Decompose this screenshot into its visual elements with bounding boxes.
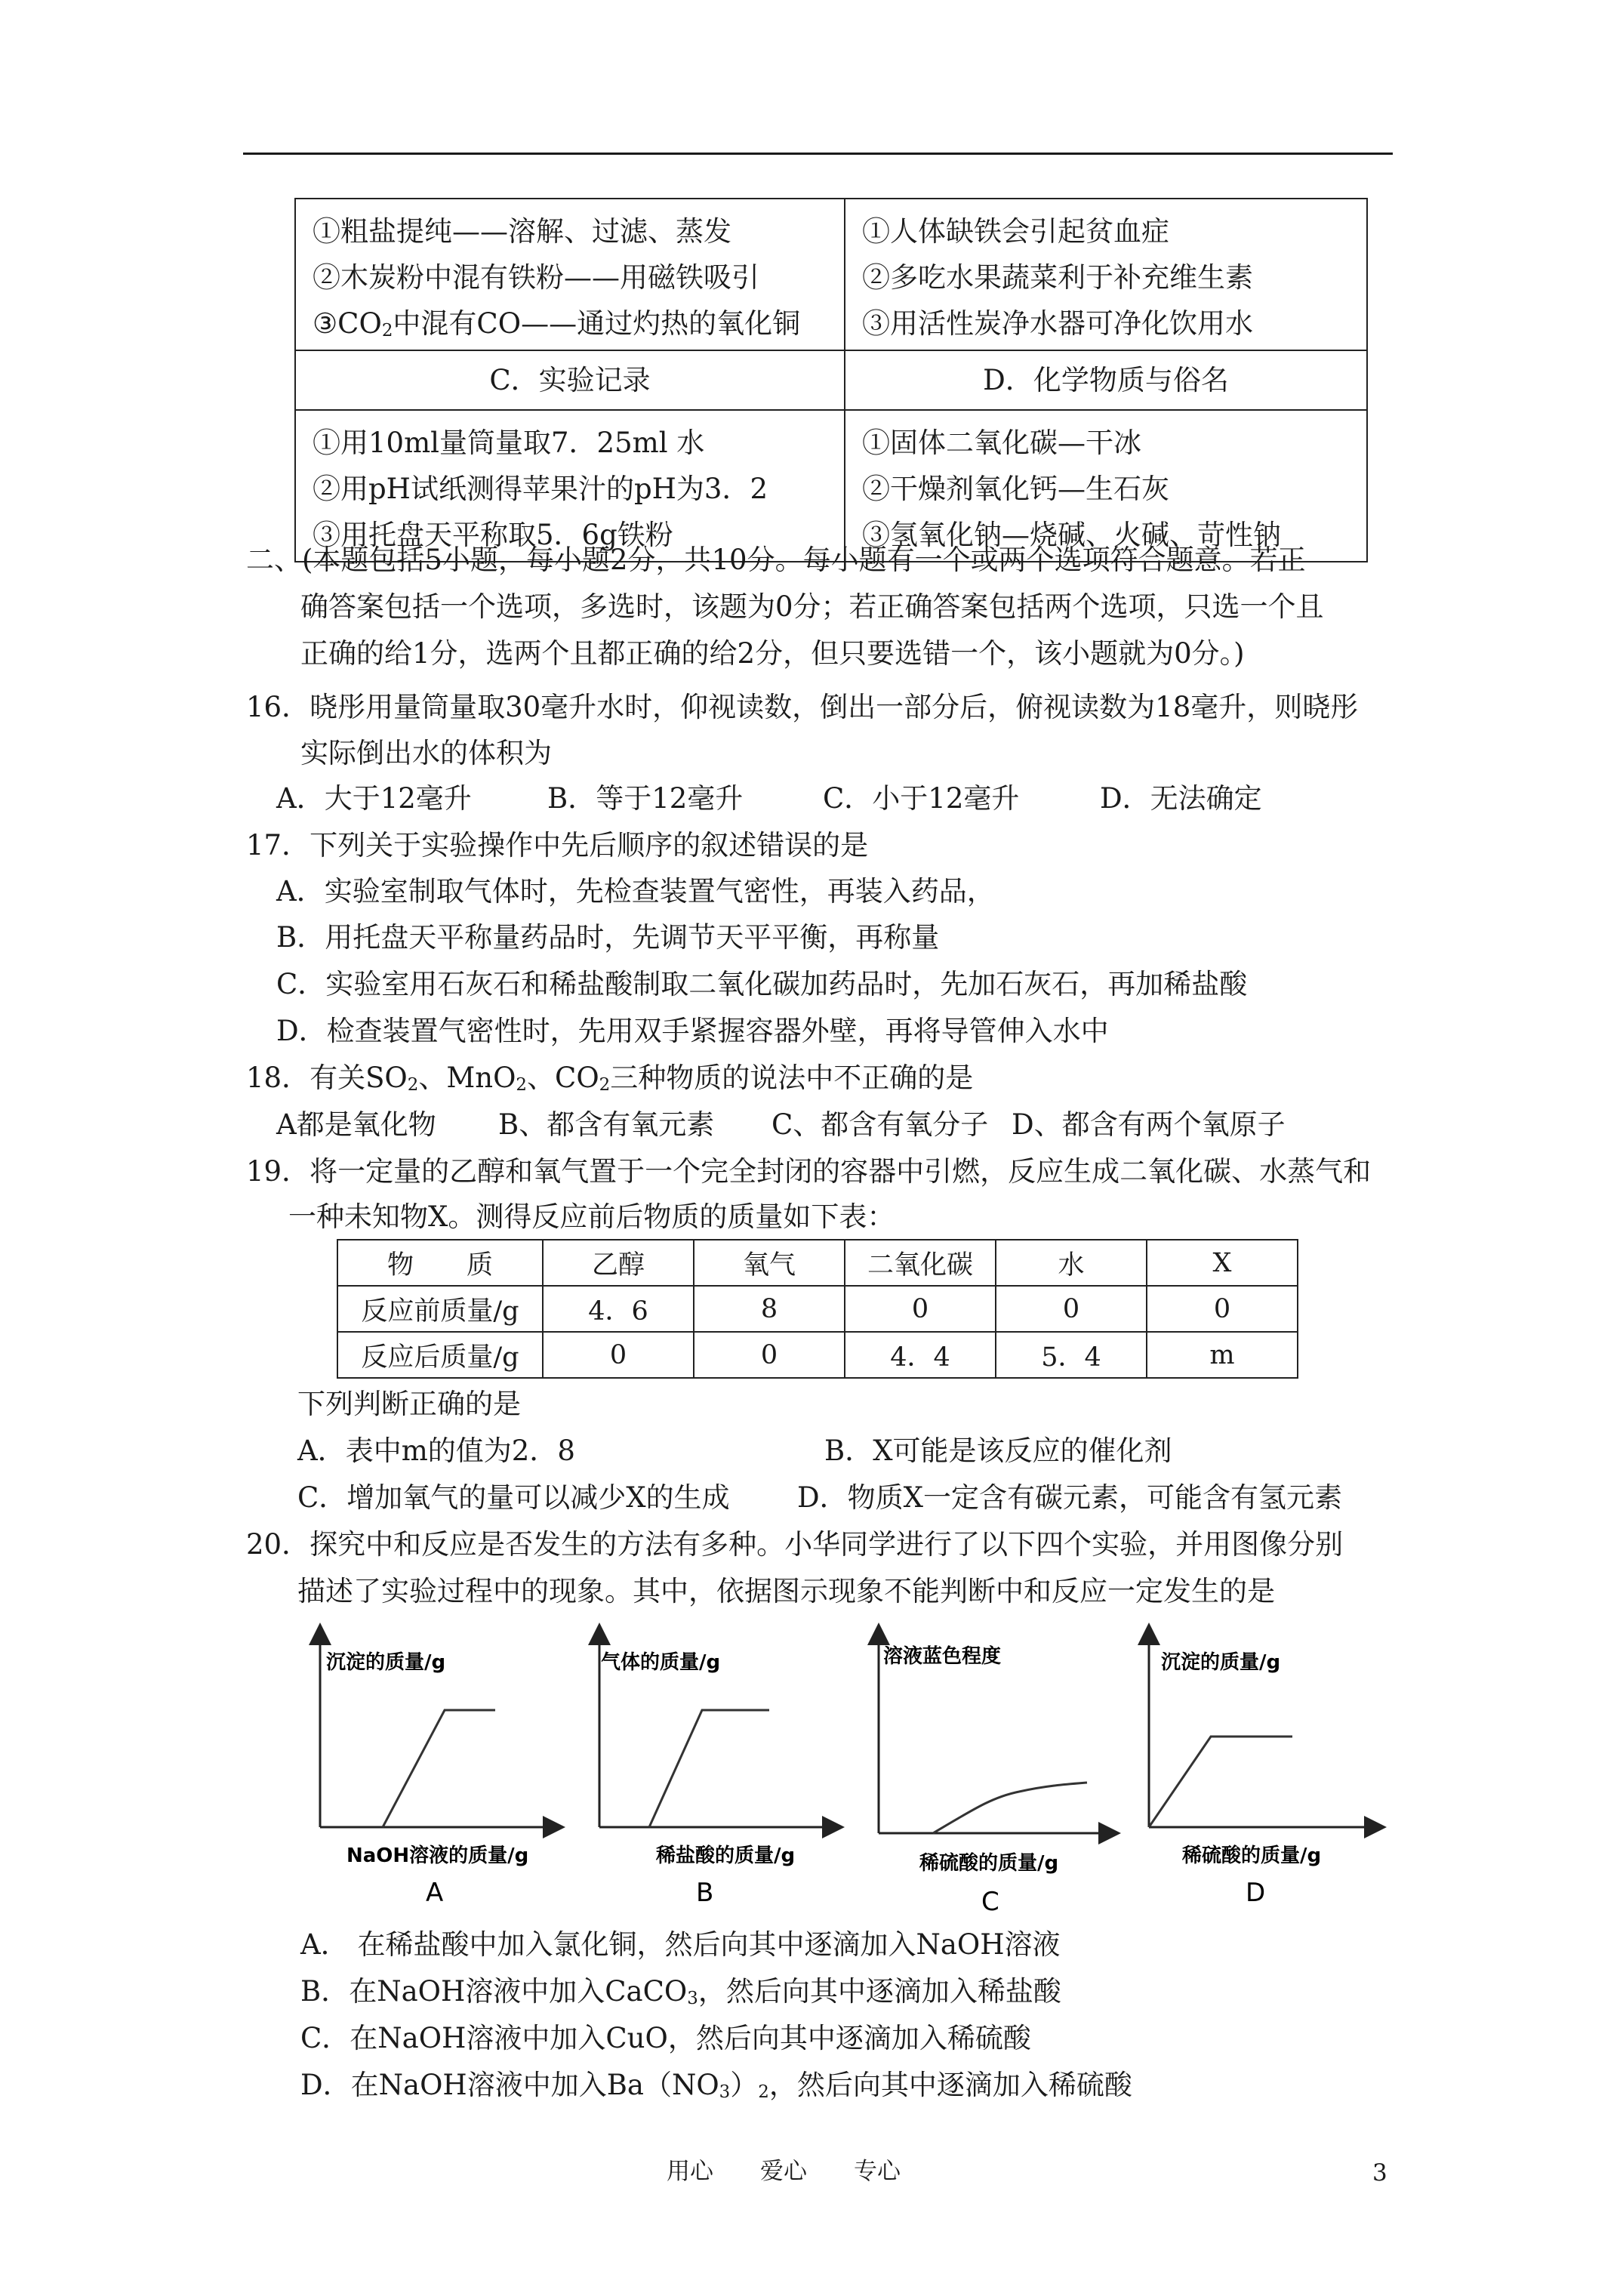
chart-d-svg [1134, 1629, 1390, 1909]
x-axis-label: 稀盐酸的质量/g [656, 1845, 796, 1867]
table-cell: 8 [694, 1286, 845, 1332]
series-line [649, 1710, 769, 1827]
mass-table [337, 1239, 1298, 1379]
series-line [933, 1783, 1087, 1833]
x-axis-label: 稀硫酸的质量/g [919, 1852, 1059, 1875]
y-axis-label: 气体的质量/g [601, 1651, 721, 1674]
series-line [1149, 1737, 1292, 1827]
header-d: D．化学物质与俗名 [845, 350, 1367, 410]
table-cell: 4．6 [543, 1286, 694, 1332]
option-b: B．X可能是该反应的催化剂 [824, 1435, 1172, 1467]
question-20-stem: 20．探究中和反应是否发生的方法有多种。小华同学进行了以下四个实验，并用图像分别 [246, 1528, 1344, 1561]
option-a: A． 在稀盐酸中加入氯化铜，然后向其中逐滴加入NaOH溶液 [300, 1928, 1061, 1961]
question-18-stem: 18．有关$SO_2$、MnO$_2$、$CO_2$三种物质的说法中不正确的是 [246, 1062, 974, 1096]
option-b: B．在NaOH溶液中加入CaCO$_3$，然后向其中逐滴加入稀盐酸 [300, 1975, 1061, 2009]
table-line: ②用pH试纸测得苹果汁的pH为3．2 [313, 473, 768, 505]
question-20-stem: 描述了实验过程中的现象。其中，依据图示现象不能判断中和反应一定发生的是 [297, 1575, 1275, 1607]
table-line: ③用活性炭净水器可净化饮用水 [862, 307, 1253, 340]
option-b: B．等于12毫升 [547, 782, 744, 815]
table-line: ①用10ml量筒量取7．25ml 水 [313, 427, 705, 459]
section2-line: 正确的给1分，选两个且都正确的给2分，但只要选错一个，该小题就为0分。) [300, 637, 1245, 670]
table-cell: 物 质 [337, 1240, 543, 1286]
table-line: ①粗盐提纯——溶解、过滤、蒸发 [313, 215, 731, 248]
option-d: D．物质X一定含有碳元素，可能含有氢元素 [797, 1481, 1343, 1514]
question-16-stem: 16．晓彤用量筒量取30毫升水时，仰视读数，倒出一部分后，俯视读数为18毫升，则晓彤 [246, 691, 1359, 723]
question-19-stem: 一种未知物X。测得反应前后物质的质量如下表： [288, 1200, 895, 1233]
cell-a-content [295, 199, 845, 350]
option-a: A都是氧化物 [276, 1108, 436, 1141]
table-line: ③用托盘天平称取5．6g铁粉 [313, 519, 673, 551]
chart-letter: C [981, 1887, 999, 1917]
table-line: ②多吃水果蔬菜利于补充维生素 [862, 261, 1253, 294]
table-line: $③CO_2$中混有CO——通过灼热的氧化铜 [313, 307, 801, 341]
option-c: C．实验室用石灰石和稀盐酸制取二氧化碳加药品时，先加石灰石，再加稀盐酸 [276, 968, 1248, 1000]
option-c: C．在NaOH溶液中加入CuO，然后向其中逐滴加入稀硫酸 [300, 2022, 1031, 2054]
table-cell: 0 [996, 1286, 1147, 1332]
table-line: ②干燥剂氧化钙—生石灰 [862, 473, 1169, 505]
y-axis-label: 沉淀的质量/g [1161, 1651, 1281, 1674]
question-19-stem: 19．将一定量的乙醇和氧气置于一个完全封闭的容器中引燃，反应生成二氧化碳、水蒸气和 [246, 1155, 1372, 1188]
table-cell: 0 [845, 1286, 996, 1332]
category-table [294, 198, 1368, 562]
option-a: A．表中m的值为2．8 [297, 1435, 575, 1467]
table-cell: 反应后质量/g [337, 1332, 543, 1378]
table-cell: X [1147, 1240, 1298, 1286]
table-cell: 0 [694, 1332, 845, 1378]
option-b: B．用托盘天平称量药品时，先调节天平平衡，再称量 [276, 921, 940, 954]
option-a: A．实验室制取气体时，先检查装置气密性，再装入药品， [276, 875, 995, 908]
table-cell: 二氧化碳 [845, 1240, 996, 1286]
page-number: 3 [1372, 2159, 1387, 2187]
table-line: ②木炭粉中混有铁粉——用磁铁吸引 [313, 261, 759, 294]
option-b: B、都含有氧元素 [498, 1108, 715, 1141]
option-d: D、都含有两个氧原子 [1012, 1108, 1286, 1141]
question-19-prompt: 下列判断正确的是 [297, 1388, 521, 1420]
section2-line: 二、(本题包括5小题，每小题2分，共10分。每小题有一个或两个选项符合题意。若正 [246, 544, 1306, 576]
chart-letter: A [426, 1878, 444, 1908]
cell-c-content [295, 410, 845, 562]
table-cell: 0 [1147, 1286, 1298, 1332]
option-c: C．小于12毫升 [823, 782, 1020, 815]
cell-b-content [845, 199, 1367, 350]
chart-b [584, 1629, 841, 1912]
chart-letter: D [1246, 1878, 1266, 1908]
table-cell: 反应前质量/g [337, 1286, 543, 1332]
option-d: D．检查装置气密性时，先用双手紧握容器外壁，再将导管伸入水中 [276, 1015, 1109, 1047]
table-line: ③氢氧化钠—烧碱、火碱、苛性钠 [862, 519, 1281, 551]
chart-a [305, 1629, 562, 1912]
chart-letter: B [696, 1878, 714, 1908]
table-cell: 乙醇 [543, 1240, 694, 1286]
table-cell: 氧气 [694, 1240, 845, 1286]
section2-line: 确答案包括一个选项，多选时，该题为0分；若正确答案包括两个选项，只选一个且 [300, 590, 1324, 623]
table-line: ①人体缺铁会引起贫血症 [862, 215, 1169, 248]
table-cell: 0 [543, 1332, 694, 1378]
chart-d [1134, 1629, 1390, 1912]
table-cell: 水 [996, 1240, 1147, 1286]
chart-b-svg [584, 1629, 841, 1909]
option-d: D．无法确定 [1100, 782, 1262, 815]
cell-d-content [845, 410, 1367, 562]
option-a: A．大于12毫升 [276, 782, 472, 815]
option-c: C．增加氧气的量可以减少X的生成 [297, 1481, 730, 1514]
option-d: D．在NaOH溶液中加入$Ba(NO_3)_2$，然后向其中逐滴加入稀硫酸 [300, 2069, 1132, 2103]
chart-c [861, 1629, 1117, 1919]
series-line [383, 1710, 495, 1827]
header-c: C．实验记录 [295, 350, 845, 410]
table-line: ①固体二氧化碳—干冰 [862, 427, 1141, 459]
option-c: C、都含有氧分子 [771, 1108, 989, 1141]
table-cell: 5．4 [996, 1332, 1147, 1378]
x-axis-label: 稀硫酸的质量/g [1182, 1845, 1322, 1867]
chart-a-svg [305, 1629, 562, 1909]
chart-c-svg [861, 1629, 1117, 1916]
header-rule [243, 153, 1393, 155]
y-axis-label: 溶液蓝色程度 [883, 1645, 1002, 1668]
y-axis-label: 沉淀的质量/g [326, 1651, 446, 1674]
question-16-stem: 实际倒出水的体积为 [300, 737, 552, 769]
question-17-stem: 17．下列关于实验操作中先后顺序的叙述错误的是 [246, 829, 869, 861]
table-cell: 4．4 [845, 1332, 996, 1378]
x-axis-label: NaOH溶液的质量/g [346, 1845, 529, 1867]
footer-motto: 用心 爱心 专心 [667, 2158, 901, 2185]
table-cell: m [1147, 1332, 1298, 1378]
